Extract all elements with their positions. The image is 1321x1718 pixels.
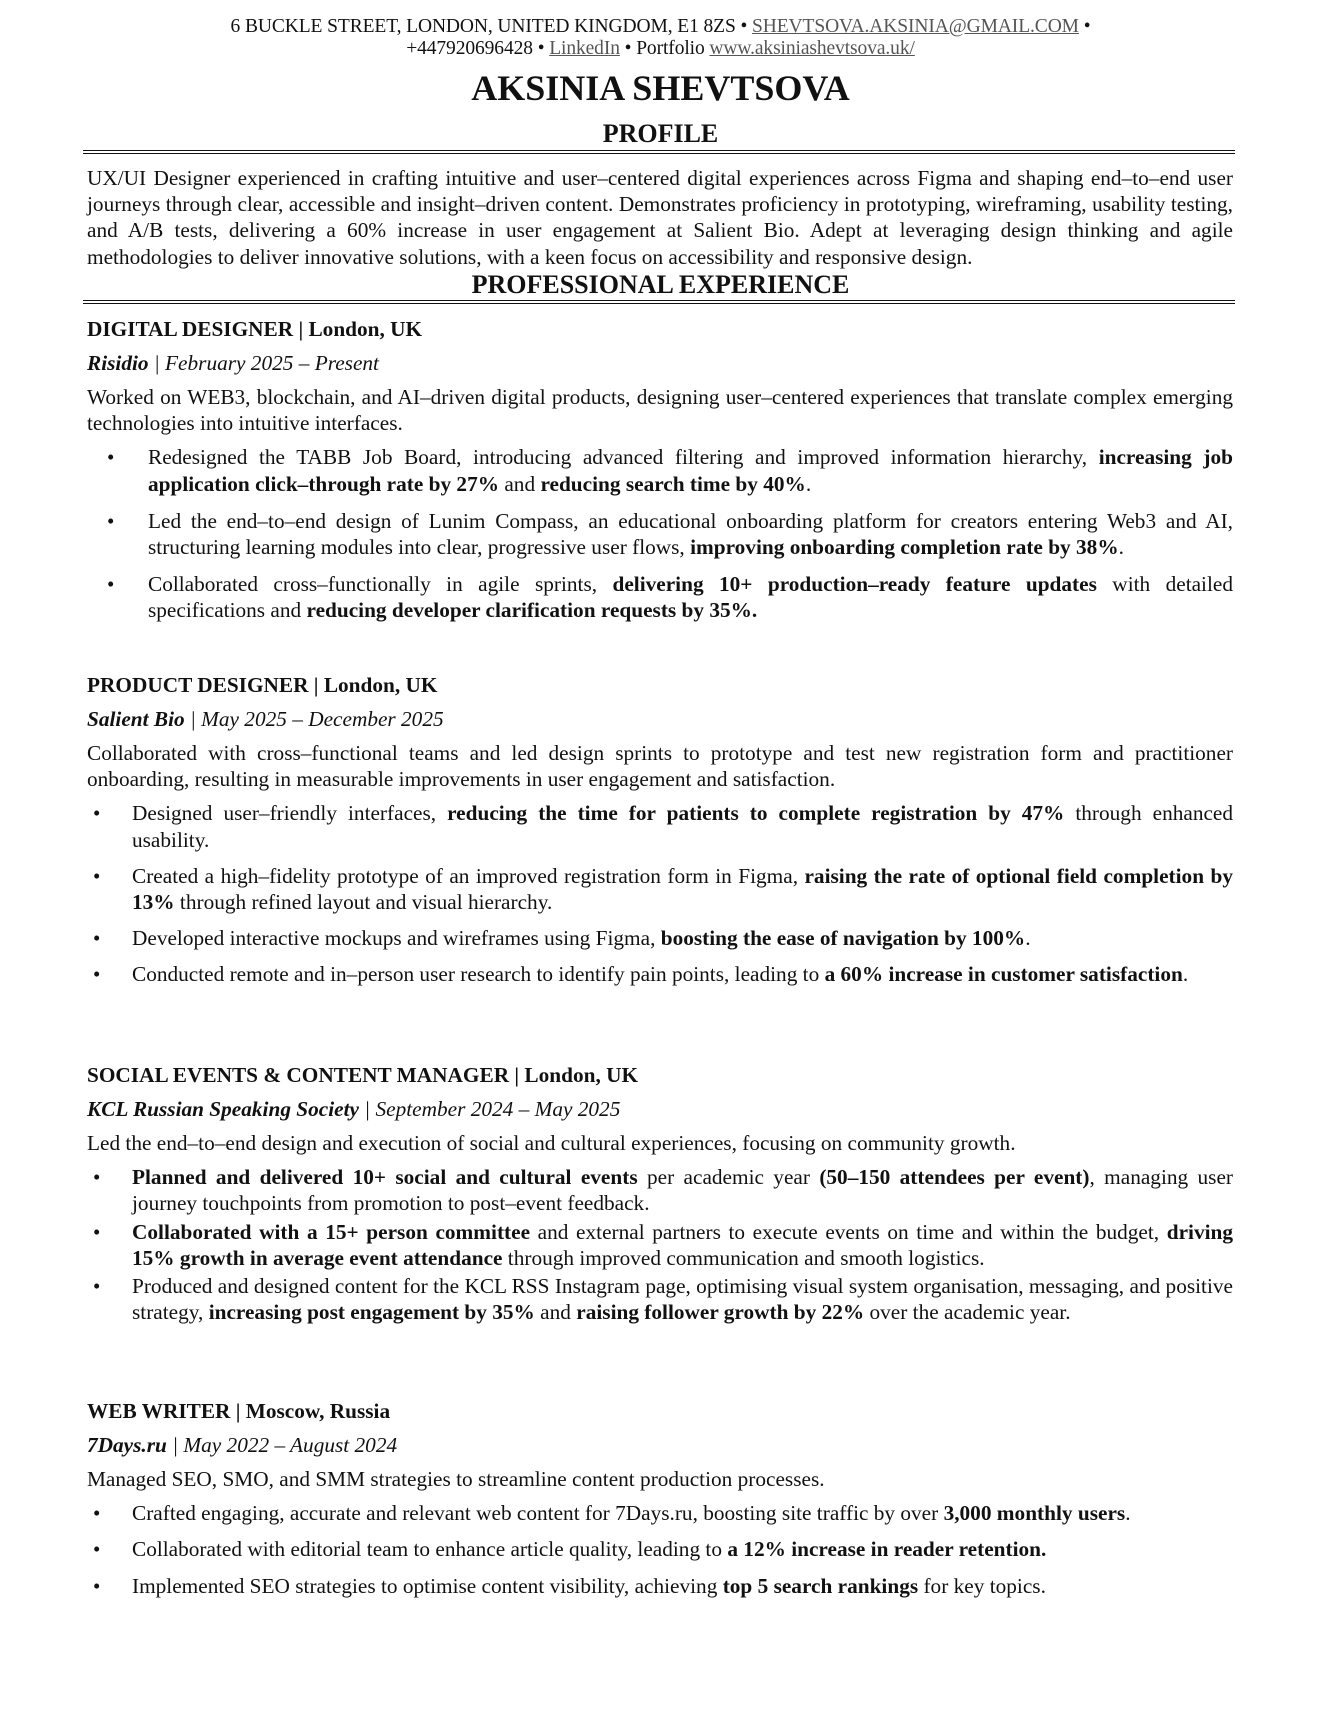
bullet-highlight: a 12% increase in reader retention.: [727, 1537, 1047, 1562]
contact-line-2: [0, 38, 1321, 60]
bullet-text: and: [499, 471, 541, 496]
separator-dot: •: [740, 16, 748, 37]
job-dates: | May 2022 – August 2024: [166, 1433, 398, 1457]
bullet-dot: •: [93, 863, 101, 888]
bullet-text: .: [1182, 962, 1189, 987]
job-bullets: [87, 1164, 1233, 1325]
bullet-item: [87, 1219, 1233, 1271]
bullet-highlight: driving 15% growth in average event attendance: [132, 1219, 1234, 1270]
job-dates: | September 2024 – May 2025: [358, 1097, 621, 1121]
linkedin-link[interactable]: LinkedIn: [549, 38, 620, 59]
experience-heading: PROFESSIONAL EXPERIENCE: [471, 270, 850, 299]
bullet-dot: •: [107, 508, 115, 533]
job-company-dates: [87, 350, 1233, 376]
bullet-text: Collaborated cross–functionally in agile sprints,: [148, 572, 613, 597]
bullet-text: Redesigned the TABB Job Board, introducing advanced filtering and improved information hierarchy,: [148, 445, 1099, 470]
job-dates: | February 2025 – Present: [148, 351, 379, 375]
job-entry: [87, 316, 1233, 635]
job-dates: | May 2025 – December 2025: [184, 707, 444, 731]
job-title: PRODUCT DESIGNER | London, UK: [87, 673, 438, 697]
bullet-highlight: reducing the time for patients to complete registration by 47%: [447, 801, 1065, 826]
bullet-dot: •: [93, 1219, 101, 1244]
bullet-text: , managing user journey touchpoints from promotion to post–event feedback.: [132, 1165, 1234, 1216]
email-link[interactable]: SHEVTSOVA.AKSINIA@GMAIL.COM: [752, 16, 1079, 37]
bullet-text: for key topics.: [918, 1573, 1046, 1598]
bullet-text: and: [534, 1300, 577, 1325]
bullet-dot: •: [93, 801, 101, 826]
section-divider: [83, 150, 1235, 154]
job-company: KCL Russian Speaking Society: [87, 1097, 359, 1121]
bullet-item: [87, 1500, 1233, 1526]
bullet-text: Crafted engaging, accurate and relevant web content for 7Days.ru, boosting site traffic by over: [132, 1501, 944, 1526]
bullet-highlight: Planned and delivered 10+ social and cultural events: [132, 1165, 638, 1190]
contact-line-1: [0, 16, 1321, 38]
bullet-dot: •: [93, 1165, 101, 1190]
job-entry: [87, 672, 1233, 998]
job-summary: Collaborated with cross–functional teams and led design sprints to prototype and test new registration form and practitioner onboarding, resulting in measurable improvements in user engagement and satisfaction.: [87, 741, 1233, 792]
bullet-text: Collaborated with editorial team to enhance article quality, leading to: [132, 1537, 728, 1562]
bullet-highlight: increasing post engagement by 35%: [208, 1300, 535, 1325]
bullet-dot: •: [107, 445, 115, 470]
job-entry: [87, 1398, 1233, 1609]
job-bullets: [87, 800, 1233, 987]
job-company-dates: [87, 1096, 1233, 1122]
bullet-highlight: a 60% increase in customer satisfaction: [824, 962, 1183, 987]
bullet-highlight: raising the rate of optional field completion by 13%: [132, 863, 1233, 915]
bullet-highlight: 3,000 monthly users: [943, 1501, 1126, 1526]
job-company: Salient Bio: [87, 707, 185, 731]
bullet-highlight: reducing developer clarification requests by 35%.: [306, 598, 758, 623]
bullet-item: [87, 571, 1233, 623]
bullet-highlight: reducing search time by 40%: [540, 471, 806, 496]
job-title: DIGITAL DESIGNER | London, UK: [87, 317, 423, 341]
bullet-highlight: top 5 search rankings: [722, 1573, 919, 1598]
address-text: 6 BUCKLE STREET, LONDON, UNITED KINGDOM, E1 8ZS: [230, 16, 736, 37]
bullet-text: Created a high–fidelity prototype of an improved registration form in Figma,: [132, 863, 805, 888]
bullet-highlight: (50–150 attendees per event): [819, 1165, 1090, 1190]
bullet-highlight: boosting the ease of navigation by 100%: [660, 926, 1026, 951]
bullet-text: through refined layout and visual hierarchy.: [174, 890, 553, 915]
bullet-item: [87, 508, 1233, 560]
job-company: 7Days.ru: [87, 1433, 167, 1457]
bullet-item: [87, 1573, 1233, 1599]
bullet-text: and external partners to execute events on time and within the budget,: [530, 1219, 1167, 1244]
candidate-name: AKSINIA SHEVTSOVA: [471, 68, 850, 108]
job-company: Risidio: [87, 351, 149, 375]
portfolio-label: Portfolio: [636, 38, 705, 59]
bullet-text: Produced and designed content for the KCL RSS Instagram page, optimising visual system organisation, messaging, and positive strategy,: [132, 1274, 1233, 1325]
bullet-dot: •: [93, 962, 101, 987]
bullet-text: over the academic year.: [864, 1300, 1071, 1325]
bullet-item: [87, 1536, 1233, 1562]
portfolio-link[interactable]: www.aksiniashevtsova.uk/: [709, 38, 915, 59]
bullet-item: [87, 863, 1233, 915]
bullet-text: with detailed specifications and: [148, 572, 1233, 623]
bullet-item: [87, 1273, 1233, 1325]
separator-dot: •: [1083, 16, 1091, 37]
bullet-highlight: increasing job application click–through rate by 27%: [148, 445, 1233, 496]
bullet-text: through enhanced usability.: [132, 801, 1234, 852]
bullet-highlight: delivering 10+ production–ready feature updates: [612, 572, 1097, 597]
bullet-highlight: improving onboarding completion rate by 38%: [690, 535, 1119, 560]
separator-dot: •: [624, 38, 632, 59]
bullet-text: .: [1025, 926, 1031, 951]
bullet-dot: •: [93, 1537, 101, 1562]
separator-dot: •: [537, 38, 545, 59]
bullet-text: Designed user–friendly interfaces,: [132, 801, 448, 826]
bullet-dot: •: [93, 926, 101, 951]
job-bullets: [87, 1500, 1233, 1599]
job-summary: Managed SEO, SMO, and SMM strategies to streamline content production processes.: [87, 1467, 825, 1491]
job-entry: [87, 1062, 1233, 1327]
bullet-text: per academic year: [637, 1165, 820, 1190]
profile-summary: UX/UI Designer experienced in crafting intuitive and user–centered digital experiences across Figma and shaping end–to–end user journeys through clear, accessible and insight–driven content. Demonstrates proficiency in prototyping, wireframing, usability testing, and A/B tests, delivering a 60% increase in user engagement at Salient Bio. Adept at leveraging design thinking and agile methodologies to deliver innovative solutions, with a keen focus on accessibility and responsive design.: [87, 166, 1233, 269]
bullet-item: [87, 800, 1233, 852]
bullet-highlight: raising follower growth by 22%: [576, 1300, 865, 1325]
bullet-dot: •: [93, 1573, 101, 1598]
bullet-item: [87, 925, 1233, 951]
bullet-highlight: Collaborated with a 15+ person committee: [132, 1219, 531, 1244]
bullet-text: Led the end–to–end design of Lunim Compass, an educational onboarding platform for creators entering Web3 and AI, structuring learning modules into clear, progressive user flows,: [148, 508, 1233, 560]
job-title: SOCIAL EVENTS & CONTENT MANAGER | London, UK: [87, 1063, 639, 1087]
profile-heading: PROFILE: [602, 119, 719, 148]
bullet-dot: •: [93, 1501, 101, 1526]
bullet-text: Developed interactive mockups and wireframes using Figma,: [132, 926, 661, 951]
bullet-dot: •: [93, 1274, 101, 1299]
bullet-item: [87, 1164, 1233, 1216]
bullet-text: Implemented SEO strategies to optimise content visibility, achieving: [132, 1573, 723, 1598]
bullet-text: .: [805, 471, 812, 496]
job-summary: Led the end–to–end design and execution of social and cultural experiences, focusing on community growth.: [87, 1131, 1016, 1155]
job-company-dates: [87, 1432, 1233, 1458]
job-bullets: [87, 444, 1233, 623]
bullet-text: .: [1125, 1501, 1131, 1526]
job-summary: Worked on WEB3, blockchain, and AI–driven digital products, designing user–centered experiences that translate complex emerging technologies into intuitive interfaces.: [87, 385, 1233, 436]
bullet-item: [87, 961, 1233, 987]
bullet-dot: •: [107, 572, 115, 597]
bullet-item: [87, 444, 1233, 496]
job-company-dates: [87, 706, 1233, 732]
section-divider: [83, 300, 1235, 304]
bullet-text: Conducted remote and in–person user research to identify pain points, leading to: [132, 962, 825, 987]
job-title: WEB WRITER | Moscow, Russia: [87, 1399, 391, 1423]
phone-text: +447920696428: [406, 38, 533, 59]
bullet-text: through improved communication and smooth logistics.: [502, 1245, 985, 1270]
bullet-text: .: [1118, 535, 1124, 560]
